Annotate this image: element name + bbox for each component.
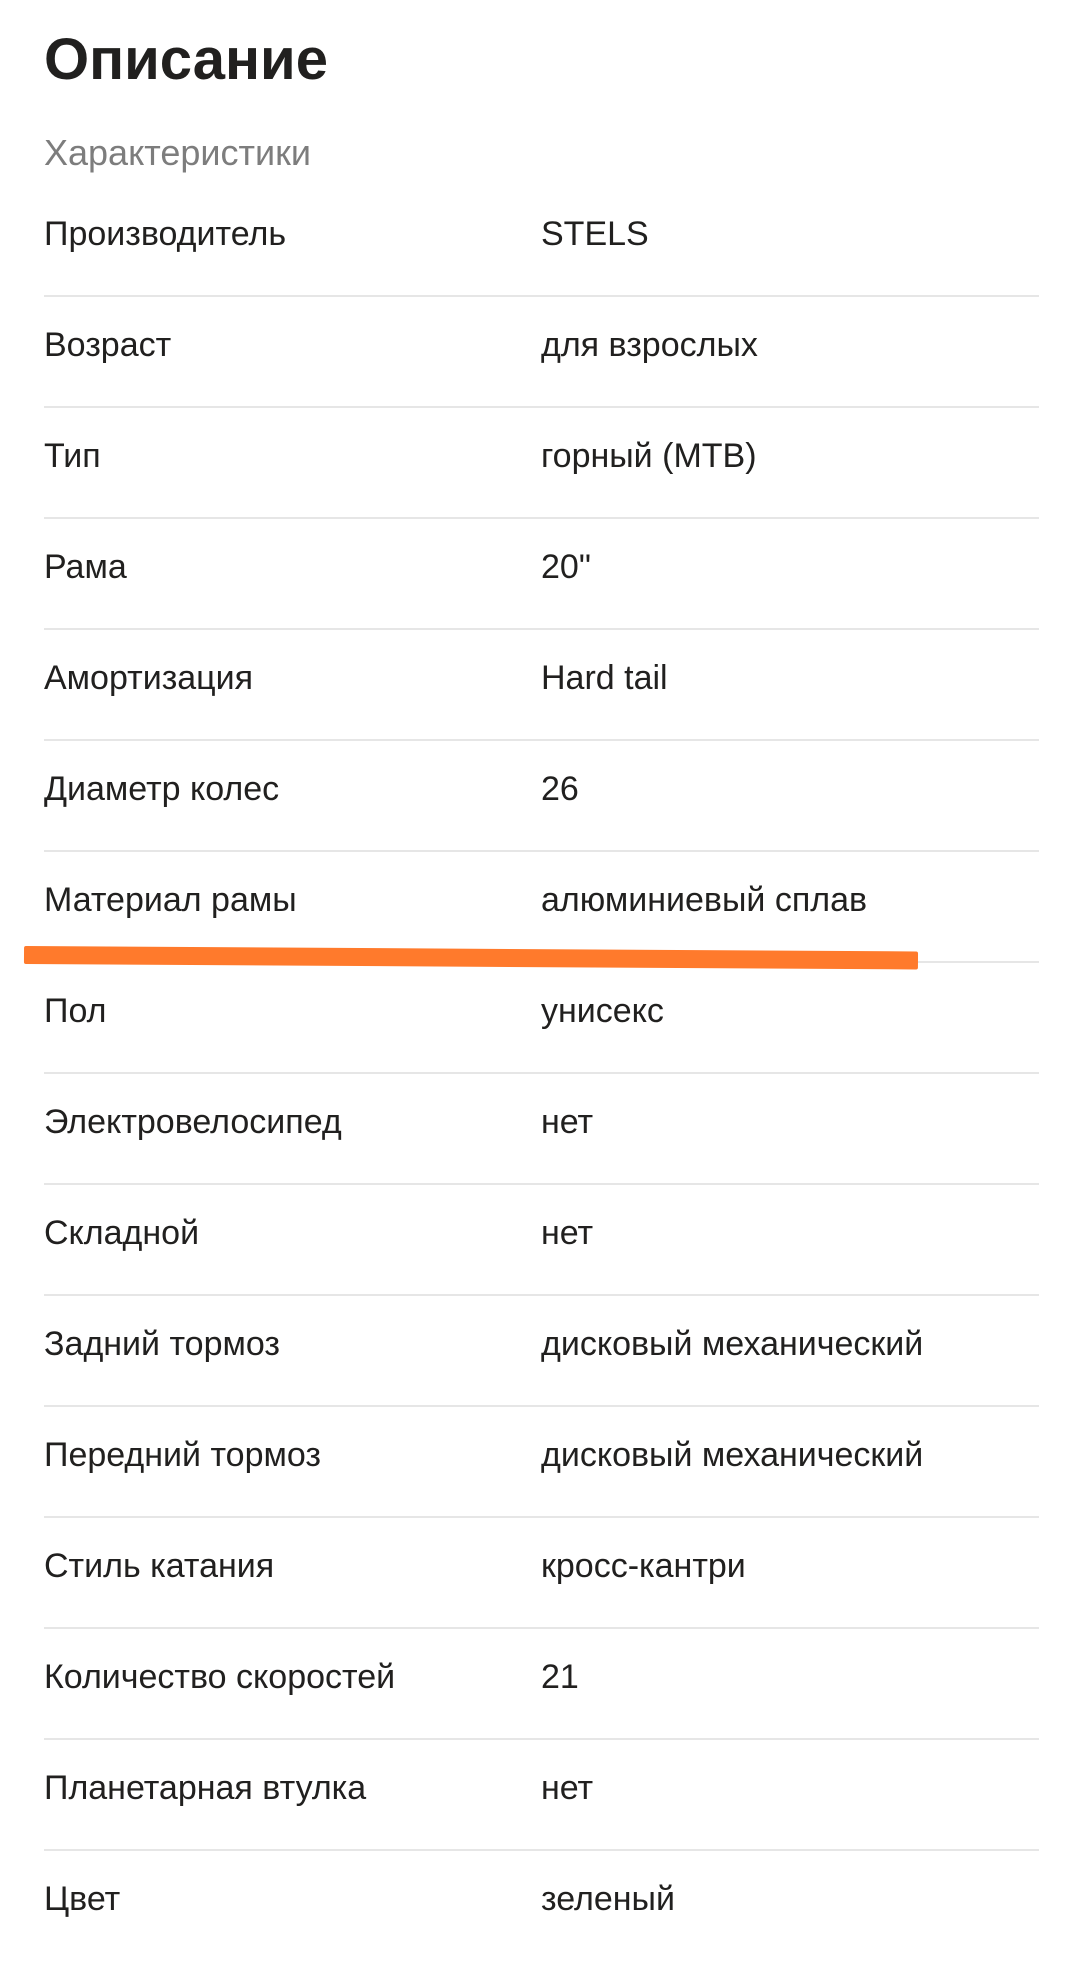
spec-row-riding-style	[44, 1518, 1039, 1629]
spec-row-planetary-hub	[44, 1740, 1039, 1851]
spec-value: дисковый механический	[541, 1325, 924, 1363]
spec-value: 21	[541, 1658, 579, 1696]
spec-value: горный (MTB)	[541, 437, 757, 475]
spec-name: Цвет	[44, 1880, 121, 1918]
spec-name: Передний тормоз	[44, 1436, 321, 1474]
spec-row-color	[44, 1851, 1039, 1962]
spec-row-gender	[44, 963, 1039, 1074]
spec-name: Рама	[44, 548, 127, 586]
spec-row-wheel-diameter	[44, 741, 1039, 852]
spec-name: Складной	[44, 1214, 200, 1252]
spec-row-suspension	[44, 630, 1039, 741]
spec-row-manufacturer	[44, 186, 1039, 297]
spec-name: Возраст	[44, 326, 172, 364]
spec-value: алюминиевый сплав	[541, 881, 868, 919]
spec-row-age	[44, 297, 1039, 408]
characteristics-subtitle: Характеристики	[44, 132, 311, 173]
spec-value: для взрослых	[541, 326, 758, 364]
spec-name: Производитель	[44, 215, 287, 253]
spec-value: нет	[541, 1769, 594, 1807]
spec-row-type	[44, 408, 1039, 519]
spec-row-folding	[44, 1185, 1039, 1296]
spec-row-speed-count	[44, 1629, 1039, 1740]
spec-name: Задний тормоз	[44, 1325, 280, 1363]
spec-value: Hard tail	[541, 659, 668, 697]
spec-value: зеленый	[541, 1880, 675, 1918]
spec-value: нет	[541, 1214, 594, 1252]
spec-name: Стиль катания	[44, 1547, 275, 1585]
page-title: Описание	[44, 27, 328, 92]
specifications-table	[44, 186, 1039, 1962]
spec-name: Планетарная втулка	[44, 1769, 367, 1807]
spec-row-frame	[44, 519, 1039, 630]
spec-value: унисекс	[541, 992, 664, 1030]
spec-name: Материал рамы	[44, 881, 297, 919]
spec-row-rear-brake	[44, 1296, 1039, 1407]
spec-value: STELS	[541, 215, 649, 253]
spec-row-front-brake	[44, 1407, 1039, 1518]
spec-value: 26	[541, 770, 579, 808]
spec-value: кросс-кантри	[541, 1547, 746, 1585]
spec-name: Диаметр колес	[44, 770, 280, 808]
spec-name: Тип	[44, 437, 101, 475]
spec-value: нет	[541, 1103, 594, 1141]
spec-name: Количество скоростей	[44, 1658, 396, 1696]
spec-value: дисковый механический	[541, 1436, 924, 1474]
spec-name: Электровелосипед	[44, 1103, 342, 1141]
spec-row-electric-bike	[44, 1074, 1039, 1185]
spec-name: Пол	[44, 992, 107, 1030]
spec-value: 20"	[541, 548, 591, 586]
spec-name: Амортизация	[44, 659, 254, 697]
